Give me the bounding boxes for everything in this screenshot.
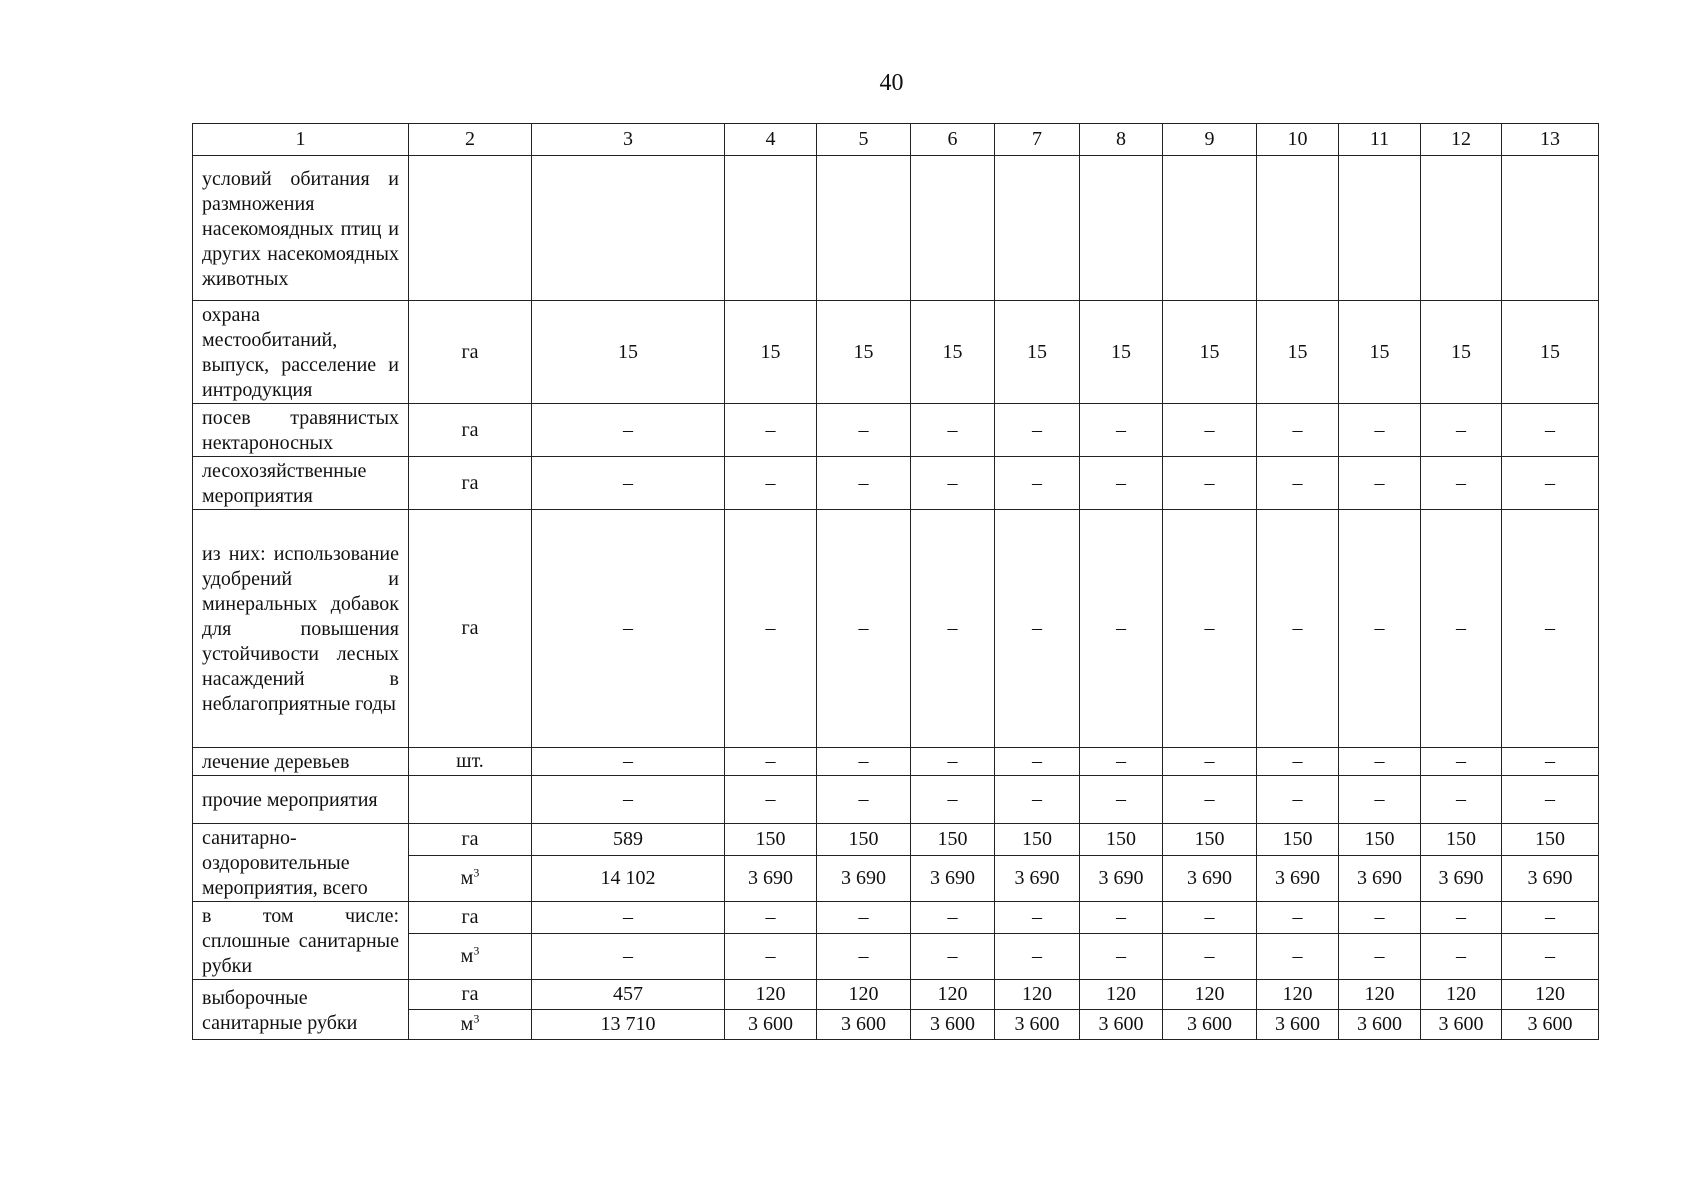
- value-cell: 3 690: [1257, 855, 1339, 901]
- column-number: 12: [1421, 124, 1502, 156]
- unit-text: м: [460, 866, 474, 889]
- table-row: [193, 980, 1599, 1010]
- value-cell: –: [817, 902, 911, 934]
- unit-superscript: 3: [473, 943, 480, 958]
- row-label: в том числе: сплошные санитарные рубки: [193, 902, 409, 980]
- value-cell: [1080, 156, 1163, 301]
- value-cell: 3 690: [1080, 855, 1163, 901]
- row-label: условий обитания и размножения насекомоядных птиц и других насекомоядных животных: [193, 156, 409, 301]
- value-cell: [1339, 156, 1421, 301]
- unit-cell: [409, 156, 532, 301]
- value-cell: 3 690: [1502, 855, 1599, 901]
- value-cell: –: [725, 933, 817, 979]
- column-number: 1: [193, 124, 409, 156]
- column-number: 2: [409, 124, 532, 156]
- value-cell: –: [817, 933, 911, 979]
- value-cell: [1502, 156, 1599, 301]
- value-cell: –: [532, 510, 725, 748]
- value-cell: 150: [817, 824, 911, 856]
- value-cell: 15: [1163, 301, 1257, 404]
- value-cell: 3 600: [725, 1010, 817, 1040]
- value-cell: –: [1502, 748, 1599, 776]
- value-cell: 14 102: [532, 855, 725, 901]
- value-cell: –: [995, 510, 1080, 748]
- row-label: лесохозяйственные мероприятия: [193, 457, 409, 510]
- table-row: [193, 457, 1599, 510]
- data-table: [192, 123, 1599, 1040]
- row-label: охрана местообитаний, выпуск, расселение и интродукция: [193, 301, 409, 404]
- column-number: 7: [995, 124, 1080, 156]
- value-cell: –: [1421, 748, 1502, 776]
- unit-cell: га: [409, 301, 532, 404]
- value-cell: 150: [1163, 824, 1257, 856]
- table-row: [193, 404, 1599, 457]
- value-cell: 457: [532, 980, 725, 1010]
- row-label: из них: использование удобрений и минеральных добавок для повышения устойчивости лесных насаждений в неблагоприятные годы: [193, 510, 409, 748]
- value-cell: –: [1163, 457, 1257, 510]
- column-number: 4: [725, 124, 817, 156]
- value-cell: 3 600: [1257, 1010, 1339, 1040]
- row-label: выборочные санитарные рубки: [193, 980, 409, 1040]
- page-number: 40: [879, 70, 904, 96]
- value-cell: 15: [1257, 301, 1339, 404]
- column-number: 9: [1163, 124, 1257, 156]
- value-cell: –: [817, 748, 911, 776]
- column-number-row: [193, 124, 1599, 156]
- value-cell: –: [1421, 457, 1502, 510]
- value-cell: –: [1080, 404, 1163, 457]
- value-cell: –: [911, 510, 995, 748]
- value-cell: –: [725, 510, 817, 748]
- value-cell: –: [1080, 457, 1163, 510]
- value-cell: 150: [725, 824, 817, 856]
- value-cell: 13 710: [532, 1010, 725, 1040]
- value-cell: –: [1163, 510, 1257, 748]
- row-label: санитарно-оздоровительные мероприятия, всего: [193, 824, 409, 902]
- value-cell: –: [1080, 748, 1163, 776]
- value-cell: 150: [1421, 824, 1502, 856]
- value-cell: –: [1421, 510, 1502, 748]
- row-label: лечение деревьев: [193, 748, 409, 776]
- table-row: [193, 824, 1599, 856]
- value-cell: 120: [1080, 980, 1163, 1010]
- unit-cell: [409, 902, 532, 934]
- value-cell: 3 690: [1339, 855, 1421, 901]
- unit-text: м: [460, 944, 474, 967]
- value-cell: 15: [1502, 301, 1599, 404]
- value-cell: –: [532, 933, 725, 979]
- value-cell: –: [532, 776, 725, 824]
- value-cell: 3 690: [817, 855, 911, 901]
- value-cell: –: [911, 776, 995, 824]
- value-cell: [817, 156, 911, 301]
- value-cell: 3 690: [995, 855, 1080, 901]
- unit-text: м: [460, 1013, 474, 1035]
- value-cell: –: [1163, 776, 1257, 824]
- value-cell: [995, 156, 1080, 301]
- value-cell: –: [817, 510, 911, 748]
- table-row: [193, 902, 1599, 934]
- value-cell: –: [995, 933, 1080, 979]
- value-cell: –: [1339, 404, 1421, 457]
- value-cell: [725, 156, 817, 301]
- value-cell: –: [995, 902, 1080, 934]
- column-number: 8: [1080, 124, 1163, 156]
- value-cell: –: [817, 776, 911, 824]
- value-cell: 150: [995, 824, 1080, 856]
- value-cell: 120: [1502, 980, 1599, 1010]
- value-cell: [532, 156, 725, 301]
- value-cell: –: [1257, 902, 1339, 934]
- value-cell: –: [532, 457, 725, 510]
- row-label: прочие мероприятия: [193, 776, 409, 824]
- value-cell: [911, 156, 995, 301]
- value-cell: –: [1163, 902, 1257, 934]
- value-cell: –: [1502, 902, 1599, 934]
- column-number: 6: [911, 124, 995, 156]
- value-cell: [1421, 156, 1502, 301]
- unit-cell: га: [409, 510, 532, 748]
- column-number: 3: [532, 124, 725, 156]
- column-number: 11: [1339, 124, 1421, 156]
- value-cell: 3 690: [725, 855, 817, 901]
- column-number: 13: [1502, 124, 1599, 156]
- unit-cell: шт.: [409, 748, 532, 776]
- unit-text: га: [461, 905, 479, 928]
- value-cell: –: [1080, 902, 1163, 934]
- value-cell: 120: [1163, 980, 1257, 1010]
- value-cell: –: [1163, 933, 1257, 979]
- value-cell: –: [725, 748, 817, 776]
- unit-cell: [409, 855, 532, 901]
- column-number: 5: [817, 124, 911, 156]
- value-cell: –: [1257, 748, 1339, 776]
- value-cell: –: [1339, 902, 1421, 934]
- value-cell: –: [725, 457, 817, 510]
- value-cell: 15: [911, 301, 995, 404]
- value-cell: –: [911, 748, 995, 776]
- unit-cell: [409, 824, 532, 856]
- value-cell: 120: [1257, 980, 1339, 1010]
- value-cell: 120: [911, 980, 995, 1010]
- value-cell: 150: [911, 824, 995, 856]
- value-cell: –: [1257, 510, 1339, 748]
- row-label: посев травянистых нектароносных: [193, 404, 409, 457]
- value-cell: –: [1257, 776, 1339, 824]
- value-cell: –: [1339, 776, 1421, 824]
- value-cell: –: [1339, 510, 1421, 748]
- value-cell: –: [995, 776, 1080, 824]
- value-cell: –: [532, 748, 725, 776]
- value-cell: –: [911, 457, 995, 510]
- value-cell: –: [1502, 933, 1599, 979]
- value-cell: –: [995, 748, 1080, 776]
- value-cell: –: [1421, 404, 1502, 457]
- unit-superscript: 3: [473, 1011, 480, 1026]
- value-cell: –: [995, 457, 1080, 510]
- value-cell: –: [1502, 510, 1599, 748]
- value-cell: –: [1080, 776, 1163, 824]
- value-cell: 120: [995, 980, 1080, 1010]
- value-cell: –: [911, 404, 995, 457]
- value-cell: 150: [1339, 824, 1421, 856]
- value-cell: –: [725, 404, 817, 457]
- unit-superscript: 3: [473, 865, 480, 880]
- value-cell: 15: [1080, 301, 1163, 404]
- value-cell: –: [817, 404, 911, 457]
- value-cell: 3 690: [1421, 855, 1502, 901]
- value-cell: –: [817, 457, 911, 510]
- value-cell: –: [1080, 933, 1163, 979]
- unit-text: га: [461, 983, 479, 1005]
- value-cell: –: [532, 404, 725, 457]
- value-cell: 120: [725, 980, 817, 1010]
- value-cell: 150: [1257, 824, 1339, 856]
- value-cell: [1163, 156, 1257, 301]
- value-cell: –: [1502, 404, 1599, 457]
- value-cell: 15: [532, 301, 725, 404]
- value-cell: 3 600: [1080, 1010, 1163, 1040]
- value-cell: 3 690: [1163, 855, 1257, 901]
- value-cell: –: [911, 902, 995, 934]
- value-cell: –: [1502, 776, 1599, 824]
- value-cell: –: [725, 902, 817, 934]
- unit-cell: [409, 776, 532, 824]
- value-cell: –: [1163, 748, 1257, 776]
- unit-cell: га: [409, 404, 532, 457]
- value-cell: –: [1421, 776, 1502, 824]
- value-cell: –: [1257, 933, 1339, 979]
- value-cell: 3 690: [911, 855, 995, 901]
- value-cell: 589: [532, 824, 725, 856]
- value-cell: [1257, 156, 1339, 301]
- unit-cell: [409, 1010, 532, 1040]
- value-cell: 3 600: [911, 1010, 995, 1040]
- value-cell: –: [532, 902, 725, 934]
- value-cell: 3 600: [995, 1010, 1080, 1040]
- value-cell: 3 600: [1421, 1010, 1502, 1040]
- value-cell: –: [1339, 748, 1421, 776]
- table-row: [193, 510, 1599, 748]
- unit-cell: га: [409, 457, 532, 510]
- value-cell: –: [1257, 457, 1339, 510]
- value-cell: 3 600: [1339, 1010, 1421, 1040]
- value-cell: 120: [1421, 980, 1502, 1010]
- value-cell: 15: [817, 301, 911, 404]
- unit-cell: [409, 980, 532, 1010]
- value-cell: –: [1257, 404, 1339, 457]
- value-cell: –: [1163, 404, 1257, 457]
- value-cell: 3 600: [817, 1010, 911, 1040]
- table-row: [193, 301, 1599, 404]
- table-row: [193, 776, 1599, 824]
- value-cell: 15: [1339, 301, 1421, 404]
- value-cell: –: [1502, 457, 1599, 510]
- value-cell: 150: [1502, 824, 1599, 856]
- unit-text: га: [461, 827, 479, 850]
- value-cell: 15: [725, 301, 817, 404]
- value-cell: –: [1421, 902, 1502, 934]
- table-row: [193, 156, 1599, 301]
- value-cell: –: [1339, 933, 1421, 979]
- value-cell: 15: [995, 301, 1080, 404]
- table-row: [193, 748, 1599, 776]
- value-cell: 15: [1421, 301, 1502, 404]
- unit-cell: [409, 933, 532, 979]
- value-cell: 150: [1080, 824, 1163, 856]
- value-cell: 120: [1339, 980, 1421, 1010]
- value-cell: –: [911, 933, 995, 979]
- value-cell: –: [995, 404, 1080, 457]
- value-cell: –: [1339, 457, 1421, 510]
- value-cell: 3 600: [1502, 1010, 1599, 1040]
- value-cell: –: [725, 776, 817, 824]
- value-cell: –: [1421, 933, 1502, 979]
- column-number: 10: [1257, 124, 1339, 156]
- value-cell: 3 600: [1163, 1010, 1257, 1040]
- value-cell: –: [1080, 510, 1163, 748]
- value-cell: 120: [817, 980, 911, 1010]
